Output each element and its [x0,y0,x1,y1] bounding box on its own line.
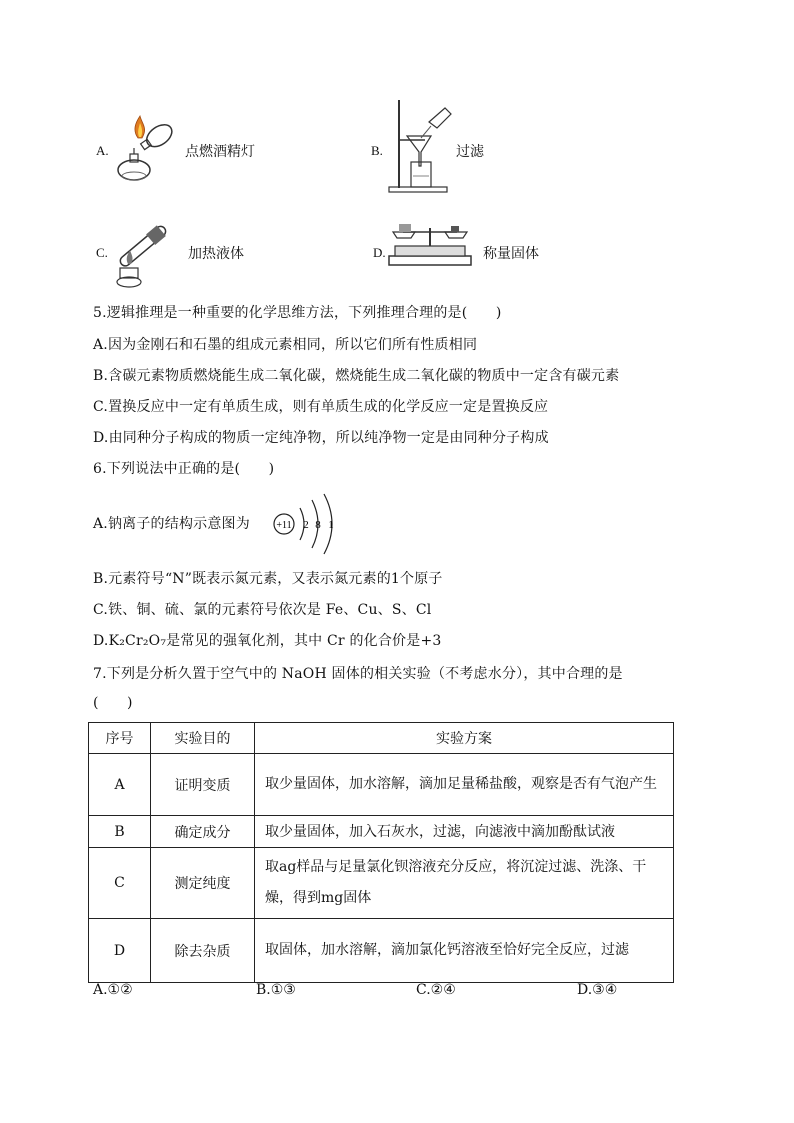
test-tube-heating-icon [110,212,180,292]
table-header: 序号 [89,723,151,754]
table-row [89,754,674,816]
chemical-formula: K₂Cr₂O₇ [108,633,167,649]
shell-2-count: 8 [315,519,321,531]
row-plan: 取少量固体，加入石灰水，过滤，向滤液中滴加酚酞试液 [255,816,674,848]
q7-stem: 7.下列是分析久置于空气中的 NaOH 固体的相关实验（不考虑水分），其中合理的是 [93,666,623,682]
experiment-table [88,722,674,983]
option-letter-d: D. [373,245,386,260]
table-row [89,816,674,848]
balance-scale-icon [385,218,475,268]
row-purpose: 确定成分 [151,816,255,848]
option-letter-c: C. [96,245,108,260]
sodium-atom-structure-diagram [268,492,344,556]
q6-option-d-prefix: D. [93,633,109,649]
table-header: 实验目的 [151,723,255,754]
answer-choice-b: B.①③ [256,982,296,998]
option-label-c: 加热液体 [188,246,244,262]
nucleus-charge: +11 [276,520,292,531]
shell-3-count: 1 [328,519,334,531]
row-id: B [89,816,151,848]
shell-1-count: 2 [303,519,309,531]
q6-stem: 6.下列说法中正确的是( ) [93,461,275,477]
q7-bracket: ( ) [93,695,133,711]
row-plan: 取固体，加水溶解，滴加氯化钙溶液至恰好完全反应，过滤 [255,919,674,983]
table-row [89,848,674,919]
row-plan: 取少量固体，加水溶解，滴加足量稀盐酸，观察是否有气泡产生 [255,754,674,816]
q5-option-d: D.由同种分子构成的物质一定纯净物，所以纯净物一定是由同种分子构成 [93,430,549,446]
q6-option-d [93,630,442,650]
q6-option-c: C.铁、铜、硫、氯的元素符号依次是 Fe、Cu、S、Cl [93,602,432,618]
q6-option-d-suffix: 是常见的强氧化剂，其中 Cr 的化合价是+3 [166,633,442,649]
q6-option-b: B.元素符号“N”既表示氮元素，又表示氮元素的1个原子 [93,571,443,587]
q5-stem: 5.逻辑推理是一种重要的化学思维方法，下列推理合理的是( ) [93,305,502,321]
option-label-d: 称量固体 [483,246,539,262]
row-purpose: 测定纯度 [151,848,255,919]
option-letter-b: B. [371,143,383,158]
answer-choice-a: A.①② [93,982,133,998]
option-label-a: 点燃酒精灯 [185,144,255,160]
alcohol-lamp-icon [108,112,188,192]
filtration-icon [385,96,455,196]
q5-option-a: A.因为金刚石和石墨的组成元素相同，所以它们所有性质相同 [93,337,478,353]
answer-choice-c: C.②④ [416,982,456,998]
q5-option-c: C.置换反应中一定有单质生成，则有单质生成的化学反应一定是置换反应 [93,399,549,415]
option-label-b: 过滤 [456,144,484,160]
answer-choice-d: D.③④ [577,982,618,998]
q5-option-b: B.含碳元素物质燃烧能生成二氧化碳，燃烧能生成二氧化碳的物质中一定含有碳元素 [93,368,620,384]
table-header: 实验方案 [255,723,674,754]
row-plan: 取ag样品与足量氯化钡溶液充分反应，将沉淀过滤、洗涤、干燥，得到mg固体 [255,848,674,919]
row-id: A [89,754,151,816]
row-purpose: 除去杂质 [151,919,255,983]
q6-option-a: A.钠离子的结构示意图为 [93,516,250,532]
table-header-row [89,723,674,754]
row-id: C [89,848,151,919]
row-purpose: 证明变质 [151,754,255,816]
table-row [89,919,674,983]
option-letter-a: A. [96,143,109,158]
row-id: D [89,919,151,983]
